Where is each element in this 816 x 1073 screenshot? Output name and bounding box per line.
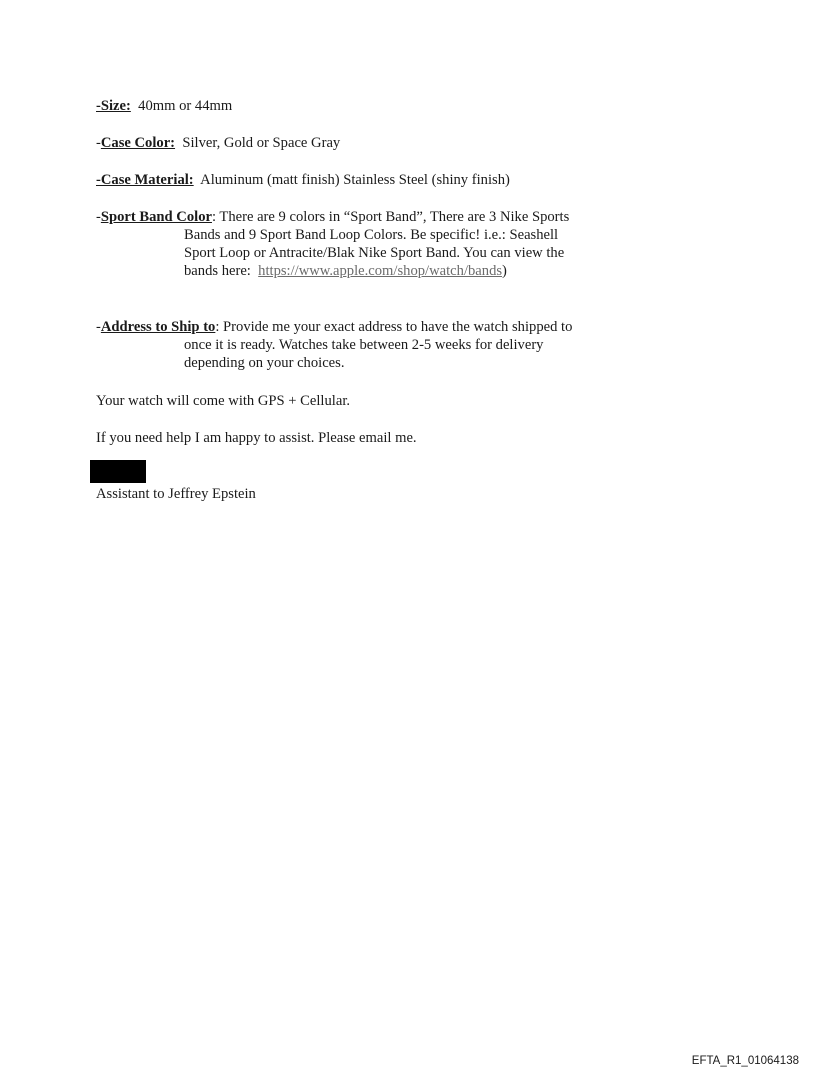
address-label: Address to Ship to [100, 319, 216, 335]
case-color-line [96, 134, 340, 152]
case-color-label: Case Color: [100, 135, 176, 151]
sport-band-label: Sport Band Color [100, 209, 212, 225]
size-value: 40mm or 44mm [138, 98, 233, 114]
signature-title: Assistant to Jeffrey Epstein [96, 486, 256, 502]
address-prefix: - [96, 319, 101, 335]
help-line: If you need help I am happy to assist. Please email me. [96, 430, 417, 446]
address-text-2: once it is ready. Watches take between 2-5 weeks for delivery [184, 337, 544, 353]
sport-band-line-2 [184, 226, 558, 244]
case-color-value: Silver, Gold or Space Gray [182, 135, 341, 151]
sport-band-text-2: Bands and 9 Sport Band Loop Colors. Be specific! i.e.: Seashell [184, 227, 559, 243]
case-material-value: Aluminum (matt finish) Stainless Steel (shiny finish) [200, 172, 510, 188]
bands-link[interactable]: https://www.apple.com/shop/watch/bands [258, 263, 503, 279]
address-line-3 [184, 354, 345, 372]
sport-band-text-1: : There are 9 colors in “Sport Band”, There are 3 Nike Sports [211, 209, 570, 225]
address-line-2 [184, 336, 543, 354]
size-line [96, 97, 232, 115]
redaction-box [90, 460, 146, 483]
sport-band-prefix: - [96, 209, 101, 225]
case-material-line [96, 171, 510, 189]
sport-band-text-4: bands here: [184, 263, 255, 279]
sport-band-text-3: Sport Loop or Antracite/Blak Nike Sport Band. You can view the [184, 245, 565, 261]
address-text-1: : Provide me your exact address to have the watch shipped to [215, 319, 573, 335]
sport-band-line-3 [184, 244, 564, 262]
case-color-prefix: - [96, 135, 101, 151]
sport-band-line-4 [184, 262, 507, 280]
case-material-label: -Case Material: [96, 172, 194, 188]
sport-band-link-suffix: ) [502, 263, 507, 279]
sport-band-line-1 [96, 208, 569, 226]
size-label: -Size: [96, 98, 131, 114]
document-id: EFTA_R1_01064138 [691, 1055, 799, 1067]
address-text-3: depending on your choices. [184, 355, 345, 371]
gps-cellular-line: Your watch will come with GPS + Cellular. [96, 393, 351, 409]
address-line-1 [96, 318, 572, 336]
